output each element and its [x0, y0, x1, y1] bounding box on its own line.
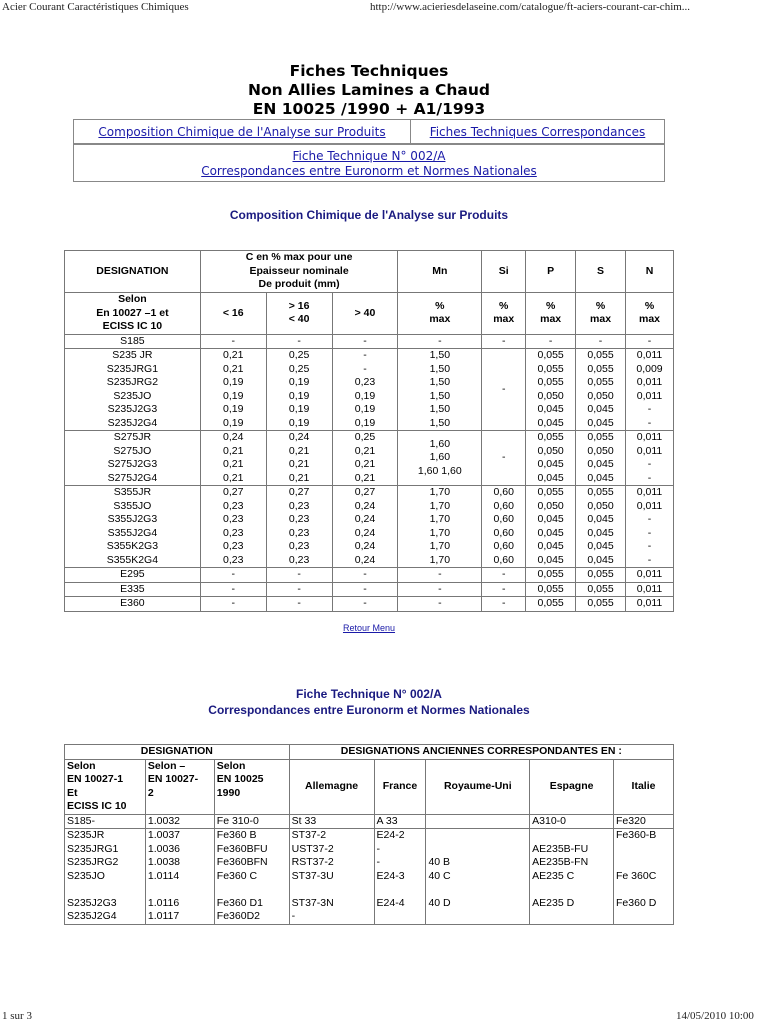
- cell-name: S185: [65, 334, 201, 349]
- col-espagne: Espagne: [530, 759, 614, 814]
- cell-s: 0,055: [576, 582, 626, 597]
- cell-f: 40 B 40 C 40 D: [426, 829, 530, 925]
- section2-title-2: Correspondances entre Euronorm et Normes Nationales: [208, 703, 530, 717]
- cell-n: 0,011: [626, 597, 674, 612]
- cell-name: E360: [65, 597, 201, 612]
- cell-n: 0,011 0,011 - -: [626, 431, 674, 486]
- cell-g: A310-0: [530, 814, 614, 829]
- col-selon: Selon En 10027 –1 et ECISS IC 10: [65, 293, 201, 335]
- cell-name: S275JR S275JO S275J2G3 S275J2G4: [65, 431, 201, 486]
- cell-s: 0,055 0,055 0,055 0,050 0,045 0,045: [576, 349, 626, 431]
- cell-si: -: [482, 334, 526, 349]
- unit-p: % max: [526, 293, 576, 335]
- cell-c1: 0,27 0,23 0,23 0,23 0,23 0,23: [200, 486, 266, 568]
- cell-mn: 1,60 1,60 1,60 1,60: [398, 431, 482, 486]
- correspondance-table: [64, 744, 674, 925]
- cell-si: 0,60 0,60 0,60 0,60 0,60 0,60: [482, 486, 526, 568]
- cell-mn: 1,70 1,70 1,70 1,70 1,70 1,70: [398, 486, 482, 568]
- cell-c2: -: [266, 582, 332, 597]
- unit-n: % max: [626, 293, 674, 335]
- cell-n: -: [626, 334, 674, 349]
- col-gt40: > 40: [332, 293, 398, 335]
- cell-s: 0,055: [576, 568, 626, 583]
- cell-c3: -: [332, 568, 398, 583]
- section2-title-1: Fiche Technique N° 002/A: [296, 687, 442, 701]
- cell-c1: -: [200, 582, 266, 597]
- unit-s: % max: [576, 293, 626, 335]
- cell-f: [426, 814, 530, 829]
- cell-si: -: [482, 582, 526, 597]
- cell-n: 0,011: [626, 582, 674, 597]
- cell-si: -: [482, 568, 526, 583]
- cell-c3: - - 0,23 0,19 0,19 0,19: [332, 349, 398, 431]
- title-line-3: EN 10025 /1990 + A1/1993: [252, 100, 486, 118]
- link-fiches-correspondances[interactable]: Fiches Techniques Correspondances: [429, 124, 646, 139]
- cell-name: E335: [65, 582, 201, 597]
- cell-p: 0,055 0,055 0,055 0,050 0,045 0,045: [526, 349, 576, 431]
- chemical-composition-table: [64, 250, 674, 612]
- col-n: N: [626, 251, 674, 293]
- cell-mn: -: [398, 582, 482, 597]
- cell-mn: -: [398, 334, 482, 349]
- table-row: [65, 568, 674, 583]
- col-corr-designation: DESIGNATION: [65, 745, 290, 760]
- cell-e: A 33: [374, 814, 426, 829]
- col-mn: Mn: [398, 251, 482, 293]
- cell-c2: 0,25 0,25 0,19 0,19 0,19 0,19: [266, 349, 332, 431]
- unit-si: % max: [482, 293, 526, 335]
- col-selon-10027-2: Selon – EN 10027- 2: [145, 759, 214, 814]
- link-composition-chimique[interactable]: Composition Chimique de l'Analyse sur Produits: [98, 124, 386, 139]
- retour-menu-link[interactable]: Retour Menu: [342, 623, 396, 633]
- link-correspondances-euronorm[interactable]: Correspondances entre Euronorm et Normes Nationales: [201, 164, 537, 178]
- header-row-1: [65, 251, 674, 293]
- col-italie: Italie: [614, 759, 674, 814]
- col-selon-10027-1: Selon EN 10027-1 Et ECISS IC 10: [65, 759, 146, 814]
- cell-mn: -: [398, 597, 482, 612]
- page-title: [0, 62, 738, 119]
- table-row: [65, 486, 674, 568]
- cell-si: -: [482, 349, 526, 431]
- col-carbon: C en % max pour une Epaisseur nominale De produit (mm): [200, 251, 398, 293]
- cell-a: S235JR S235JRG1 S235JRG2 S235JO S235J2G3 S235J2G4: [65, 829, 146, 925]
- cell-c1: -: [200, 597, 266, 612]
- cell-p: 0,055: [526, 597, 576, 612]
- retour-menu-row: [0, 623, 738, 633]
- title-line-2: Non Allies Lamines a Chaud: [248, 81, 490, 99]
- cell-c: Fe360 B Fe360BFU Fe360BFN Fe360 C Fe360 D1 Fe360D2: [214, 829, 289, 925]
- cell-mn: 1,50 1,50 1,50 1,50 1,50 1,50: [398, 349, 482, 431]
- cell-c2: -: [266, 568, 332, 583]
- print-footer-date: 14/05/2010 10:00: [676, 1010, 754, 1022]
- cell-c3: 0,25 0,21 0,21 0,21: [332, 431, 398, 486]
- cell-c2: 0,27 0,23 0,23 0,23 0,23 0,23: [266, 486, 332, 568]
- col-allemagne: Allemagne: [289, 759, 374, 814]
- cell-p: 0,055 0,050 0,045 0,045: [526, 431, 576, 486]
- cell-e: E24-2 - - E24-3 E24-4: [374, 829, 426, 925]
- table-row: [65, 582, 674, 597]
- cell-s: 0,055 0,050 0,045 0,045 0,045 0,045: [576, 486, 626, 568]
- print-footer-page: 1 sur 3: [2, 1010, 32, 1022]
- cell-s: -: [576, 334, 626, 349]
- print-header-url: http://www.acieriesdelaseine.com/catalogue/ft-aciers-courant-car-chim...: [370, 1, 691, 13]
- col-s: S: [576, 251, 626, 293]
- unit-mn: % max: [398, 293, 482, 335]
- cell-s: 0,055: [576, 597, 626, 612]
- col-si: Si: [482, 251, 526, 293]
- table-row: [65, 814, 674, 829]
- cell-c1: -: [200, 568, 266, 583]
- col-lt16: < 16: [200, 293, 266, 335]
- col-16-40: > 16 < 40: [266, 293, 332, 335]
- cell-n: 0,011 0,011 - - - -: [626, 486, 674, 568]
- header-row-2: [65, 293, 674, 335]
- cell-n: 0,011 0,009 0,011 0,011 - -: [626, 349, 674, 431]
- cell-c: Fe 310-0: [214, 814, 289, 829]
- cell-c2: 0,24 0,21 0,21 0,21: [266, 431, 332, 486]
- table-row: [65, 334, 674, 349]
- corr-header-row-1: [65, 745, 674, 760]
- cell-b: 1.0032: [145, 814, 214, 829]
- print-header-title: Acier Courant Caractéristiques Chimiques: [2, 1, 189, 13]
- cell-name: S235 JR S235JRG1 S235JRG2 S235JO S235J2G3 S235J2G4: [65, 349, 201, 431]
- table-row: [65, 829, 674, 925]
- cell-h: Fe360-B Fe 360C Fe360 D: [614, 829, 674, 925]
- col-royaume-uni: Royaume-Uni: [426, 759, 530, 814]
- col-designation: DESIGNATION: [65, 251, 201, 293]
- cell-mn: -: [398, 568, 482, 583]
- cell-b: 1.0037 1.0036 1.0038 1.0114 1.0116 1.0117: [145, 829, 214, 925]
- cell-p: 0,055: [526, 582, 576, 597]
- section-title-composition: Composition Chimique de l'Analyse sur Produits: [229, 208, 509, 222]
- cell-d: ST37-2 UST37-2 RST37-2 ST37-3U ST37-3N -: [289, 829, 374, 925]
- cell-si: -: [482, 431, 526, 486]
- nav-links-box: [73, 144, 665, 182]
- cell-c3: -: [332, 582, 398, 597]
- cell-p: 0,055 0,050 0,045 0,045 0,045 0,045: [526, 486, 576, 568]
- cell-name: E295: [65, 568, 201, 583]
- cell-c2: -: [266, 334, 332, 349]
- cell-p: -: [526, 334, 576, 349]
- corr-header-row-2: [65, 759, 674, 814]
- title-line-1: Fiches Techniques: [289, 62, 449, 80]
- link-fiche-002a[interactable]: Fiche Technique N° 002/A: [292, 149, 446, 163]
- col-selon-10025: Selon EN 10025 1990: [214, 759, 289, 814]
- cell-c3: -: [332, 334, 398, 349]
- cell-n: 0,011: [626, 568, 674, 583]
- cell-d: St 33: [289, 814, 374, 829]
- table-row: [65, 431, 674, 486]
- cell-c3: -: [332, 597, 398, 612]
- cell-s: 0,055 0,050 0,045 0,045: [576, 431, 626, 486]
- cell-a: S185-: [65, 814, 146, 829]
- cell-c2: -: [266, 597, 332, 612]
- cell-c1: -: [200, 334, 266, 349]
- cell-c1: 0,24 0,21 0,21 0,21: [200, 431, 266, 486]
- cell-h: Fe320: [614, 814, 674, 829]
- col-p: P: [526, 251, 576, 293]
- cell-p: 0,055: [526, 568, 576, 583]
- col-france: France: [374, 759, 426, 814]
- section-title-correspondances: [0, 686, 738, 718]
- cell-name: S355JR S355JO S355J2G3 S355J2G4 S355K2G3 S355K2G4: [65, 486, 201, 568]
- table-row: [65, 349, 674, 431]
- cell-c3: 0,27 0,24 0,24 0,24 0,24 0,24: [332, 486, 398, 568]
- cell-si: -: [482, 597, 526, 612]
- cell-c1: 0,21 0,21 0,19 0,19 0,19 0,19: [200, 349, 266, 431]
- col-corr-anciennes: DESIGNATIONS ANCIENNES CORRESPONDANTES EN :: [289, 745, 673, 760]
- table-row: [65, 597, 674, 612]
- nav-links-row: [73, 119, 665, 144]
- cell-g: AE235B-FU AE235B-FN AE235 C AE235 D: [530, 829, 614, 925]
